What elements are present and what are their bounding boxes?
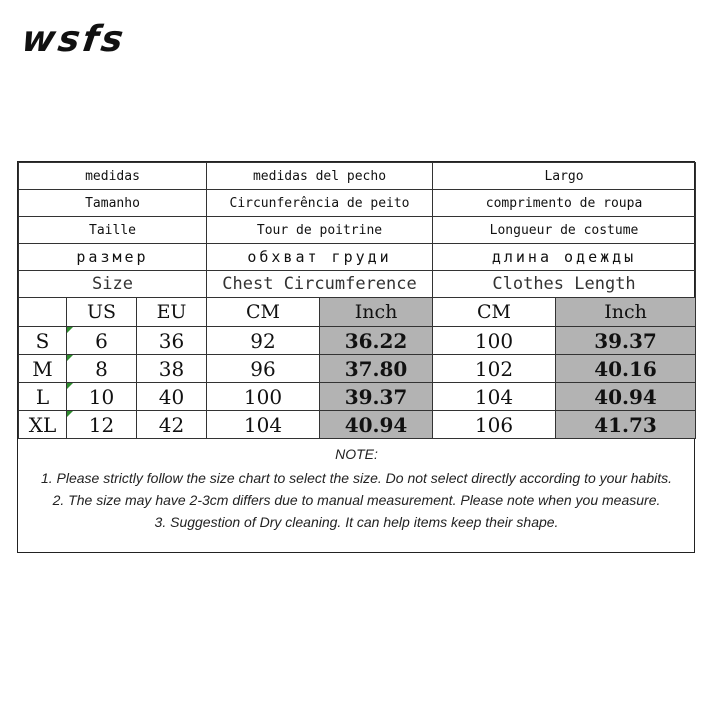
header-row-fr	[19, 217, 696, 244]
header-length-es: Largo	[433, 163, 696, 190]
col-chest-inch: Inch	[320, 298, 433, 327]
header-chest-ru: обхват груди	[207, 244, 433, 271]
header-row-ru	[19, 244, 696, 271]
chest-cm: 96	[207, 355, 320, 383]
header-size-es: medidas	[19, 163, 207, 190]
marker-icon	[67, 327, 73, 333]
size-label: M	[19, 355, 67, 383]
length-inch: 40.94	[556, 383, 696, 411]
notes-title: NOTE:	[335, 446, 378, 462]
chest-inch: 37.80	[320, 355, 433, 383]
col-chest-cm: CM	[207, 298, 320, 327]
us-size: 6	[67, 327, 137, 355]
header-size-pt: Tamanho	[19, 190, 207, 217]
header-row-en	[19, 271, 696, 298]
marker-icon	[67, 411, 73, 417]
eu-size: 36	[137, 327, 207, 355]
length-cm: 100	[433, 327, 556, 355]
size-table	[18, 162, 696, 439]
header-row-es-pt	[19, 163, 696, 190]
note-item: 1. Please strictly follow the size chart to select the size. Do not select directly according to your habits.	[40, 470, 673, 486]
chest-inch: 39.37	[320, 383, 433, 411]
note-item: 3. Suggestion of Dry cleaning. It can help items keep their shape.	[154, 514, 559, 530]
chest-cm: 92	[207, 327, 320, 355]
notes-section	[18, 441, 695, 533]
header-chest-es: medidas del pecho	[207, 163, 433, 190]
chest-inch: 40.94	[320, 411, 433, 439]
length-inch: 40.16	[556, 355, 696, 383]
header-length-ru: длина одежды	[433, 244, 696, 271]
length-cm: 102	[433, 355, 556, 383]
eu-size: 38	[137, 355, 207, 383]
chest-inch: 36.22	[320, 327, 433, 355]
size-column-blank	[19, 298, 67, 327]
table-row	[19, 355, 696, 383]
chest-cm: 104	[207, 411, 320, 439]
size-label: S	[19, 327, 67, 355]
note-item: 2. The size may have 2-3cm differs due to manual measurement. Please note when you measure.	[52, 492, 661, 508]
header-length-fr: Longueur de costume	[433, 217, 696, 244]
header-size-fr: Taille	[19, 217, 207, 244]
table-row	[19, 327, 696, 355]
header-size-en: Size	[19, 271, 207, 298]
table-row	[19, 383, 696, 411]
header-length-en: Clothes Length	[433, 271, 696, 298]
header-row-pt	[19, 190, 696, 217]
marker-icon	[67, 355, 73, 361]
length-inch: 41.73	[556, 411, 696, 439]
header-length-pt: comprimento de roupa	[433, 190, 696, 217]
marker-icon	[67, 383, 73, 389]
table-row	[19, 411, 696, 439]
chest-cm: 100	[207, 383, 320, 411]
eu-size: 42	[137, 411, 207, 439]
length-cm: 104	[433, 383, 556, 411]
column-header-row	[19, 298, 696, 327]
length-cm: 106	[433, 411, 556, 439]
header-chest-pt: Circunferência de peito	[207, 190, 433, 217]
header-chest-fr: Tour de poitrine	[207, 217, 433, 244]
col-eu: EU	[137, 298, 207, 327]
eu-size: 40	[137, 383, 207, 411]
col-length-cm: CM	[433, 298, 556, 327]
us-size: 8	[67, 355, 137, 383]
brand-logo: wsfs	[19, 19, 129, 60]
size-chart	[17, 161, 695, 553]
col-length-inch: Inch	[556, 298, 696, 327]
col-us: US	[67, 298, 137, 327]
size-label: L	[19, 383, 67, 411]
length-inch: 39.37	[556, 327, 696, 355]
size-label: XL	[19, 411, 67, 439]
us-size: 12	[67, 411, 137, 439]
us-size: 10	[67, 383, 137, 411]
header-chest-en: Chest Circumference	[207, 271, 433, 298]
header-size-ru: размер	[19, 244, 207, 271]
